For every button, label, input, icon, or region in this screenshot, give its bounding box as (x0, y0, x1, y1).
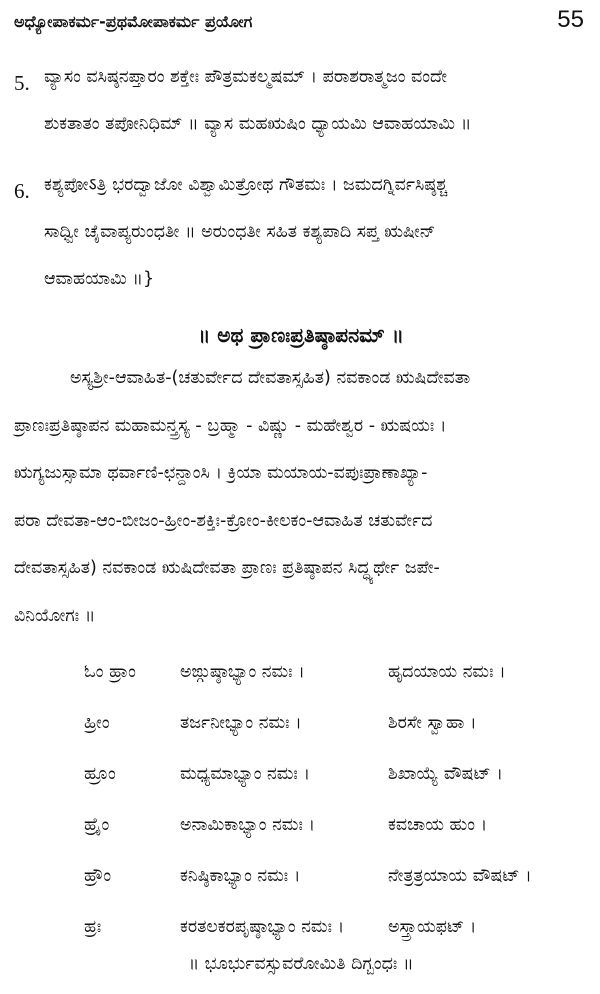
viniyoga-paragraph (14, 355, 588, 640)
kara-nyasa: ತರ್ಜನೀಭ್ಯಾಂ ನಮಃ । (180, 712, 302, 733)
bija-syllable: ಹ್ರೌಂ (84, 865, 112, 886)
verse-6 (14, 162, 588, 303)
nyasa-row (14, 748, 588, 799)
paragraph-line: ಅಸ್ಯಶ್ರೀ-ಆವಾಹಿತ-(ಚತುರ್ವೇದ ದೇವತಾಸ್ಸಹಿತ) ನವಕಾಂಡ ಋಷಿದೇವತಾ (70, 368, 471, 388)
anga-nyasa: ಹೃದಯಾಯ ನಮಃ । (388, 661, 506, 682)
nyasa-row (14, 646, 588, 697)
paragraph-line: ದೇವತಾಸ್ಸಹಿತ) ನವಕಾಂಡ ಋಷಿದೇವತಾ ಪ್ರಾಣಃ ಪ್ರತಿಷ್ಠಾಪನ ಸಿದ್ಧ್ಯರ್ಥೇ ಜಪೇ- (14, 558, 440, 578)
kara-nyasa: ಮಧ್ಯಮಾಭ್ಯಾಂ ನಮಃ । (180, 763, 310, 784)
paragraph-line: ಋಗ್ಯಜುಸ್ಸಾಮಾ ಥರ್ವಾಣಿ-ಛನ್ದಾಂಸಿ । ಕ್ರಿಯಾ ಮಯಾಯ-ವಪುಃಪ್ರಾಣಾಖ್ಯಾ- (14, 463, 428, 483)
anga-nyasa: ಶಿಖಾಯ್ಯೆ ವೌಷಟ್ । (388, 763, 503, 784)
verse-number: 6. (14, 179, 30, 203)
bija-syllable: ಹ್ರೈಂ (84, 814, 110, 835)
paragraph-line: ಪ್ರಾಣಃಪ್ರತಿಷ್ಠಾಪನ ಮಹಾಮನ್ತ್ರಸ್ಯ - ಬ್ರಹ್ಮಾ - ವಿಷ್ಣು - ಮಹೇಶ್ವರ - ಋಷಯಃ । (14, 415, 447, 436)
bija-syllable: ಹ್ರೀಂ (84, 712, 110, 733)
paragraph-line: ಪರಾ ದೇವತಾ-ಆಂ-ಬೀಜಂ-ಹ್ರೀಂ-ಶಕ್ತಿಃ-ಕ್ರೋಂ-ಕೀಲಕಂ-ಆವಾಹಿತ ಚತುರ್ವೇದ (14, 510, 433, 531)
nyasa-row (14, 901, 588, 952)
kara-nyasa: ಅಙ್ಗುಷ್ಠಾಭ್ಯಾಂ ನಮಃ । (180, 661, 305, 682)
anga-nyasa: ಅಸ್ತ್ರಾಯಫಟ್ । (388, 916, 477, 937)
section-heading: ॥ ಅಥ ಪ್ರಾಣಃಪ್ರತಿಷ್ಠಾಪನಮ್ ॥ (198, 323, 404, 347)
kara-nyasa: ಅನಾಮಿಕಾಭ್ಯಾಂ ನಮಃ । (180, 814, 316, 835)
kara-nyasa: ಕನಿಷ್ಠಿಕಾಭ್ಯಾಂ ನಮಃ । (180, 865, 301, 886)
nyasa-row (14, 799, 588, 850)
verse-5 (14, 54, 588, 148)
page-number: 55 (557, 6, 584, 33)
verse-line: ಸಾಧ್ವೀ ಚೈವಾಪ್ಯರುಂಧತೀ ॥ ಅರುಂಧತೀ ಸಹಿತ ಕಶ್ಯಪಾದಿ ಸಪ್ತ ಋಷೀನ್ (44, 222, 436, 242)
nyasa-row (14, 850, 588, 901)
running-title: ಅಧ್ಯೋಪಾಕರ್ಮ-ಪ್ರಥಮೋಪಾಕರ್ಮ ಪ್ರಯೋಗ (14, 12, 253, 31)
paragraph-line: ವಿನಿಯೋಗಃ ॥ (14, 605, 96, 626)
anga-nyasa: ನೇತ್ರತ್ರಯಾಯ ವೌಷಟ್ । (388, 865, 532, 886)
nyasa-row (14, 697, 588, 748)
nyasa-table (14, 646, 588, 952)
bija-syllable: ಹ್ರಃ (84, 916, 102, 937)
verse-text (44, 162, 588, 303)
closing-line: ॥ ಭೂರ್ಭುವಸ್ಸುವರೋಮಿತಿ ದಿಗ್ಬಂಧಃ ॥ (188, 954, 414, 974)
verse-line: ಕಶ್ಯಪೋऽತ್ರಿ ಭರದ್ವಾಜೋ ವಿಶ್ವಾಮಿತ್ರೋಥ ಗೌತಮಃ । ಜಮದಗ್ನಿರ್ವಸಿಷ್ಠಶ್ಚ (44, 175, 448, 195)
verse-text (44, 54, 588, 148)
bija-syllable: ಹ್ರೂಂ (84, 763, 116, 784)
anga-nyasa: ಶಿರಸೇ ಸ್ವಾಹಾ । (388, 712, 477, 733)
verse-line: ವ್ಯಾಸಂ ವಸಿಷ್ಠನಪ್ತಾರಂ ಶಕ್ತೇಃ ಪೌತ್ರಮಕಲ್ಮಷಮ್ । ಪರಾಶರಾತ್ಮಜಂ ವಂದೇ (44, 67, 448, 87)
bija-syllable: ಓಂ ಹ್ರಾಂ (84, 661, 136, 682)
verse-number: 5. (14, 71, 30, 95)
kara-nyasa: ಕರತಲಕರಪೃಷ್ಠಾಭ್ಯಾಂ ನಮಃ । (180, 916, 345, 937)
verse-line: ಆವಾಹಯಾಮಿ ॥} (44, 269, 155, 289)
anga-nyasa: ಕವಚಾಯ ಹುಂ । (388, 814, 488, 835)
page-header (14, 6, 588, 40)
verse-line: ಶುಕತಾತಂ ತಪೋನಿಧಿಮ್ ॥ ವ್ಯಾಸ ಮಹಋಷಿಂ ಧ್ಯಾಯಮಿ ಆವಾಹಯಾಮಿ ॥ (44, 114, 472, 134)
